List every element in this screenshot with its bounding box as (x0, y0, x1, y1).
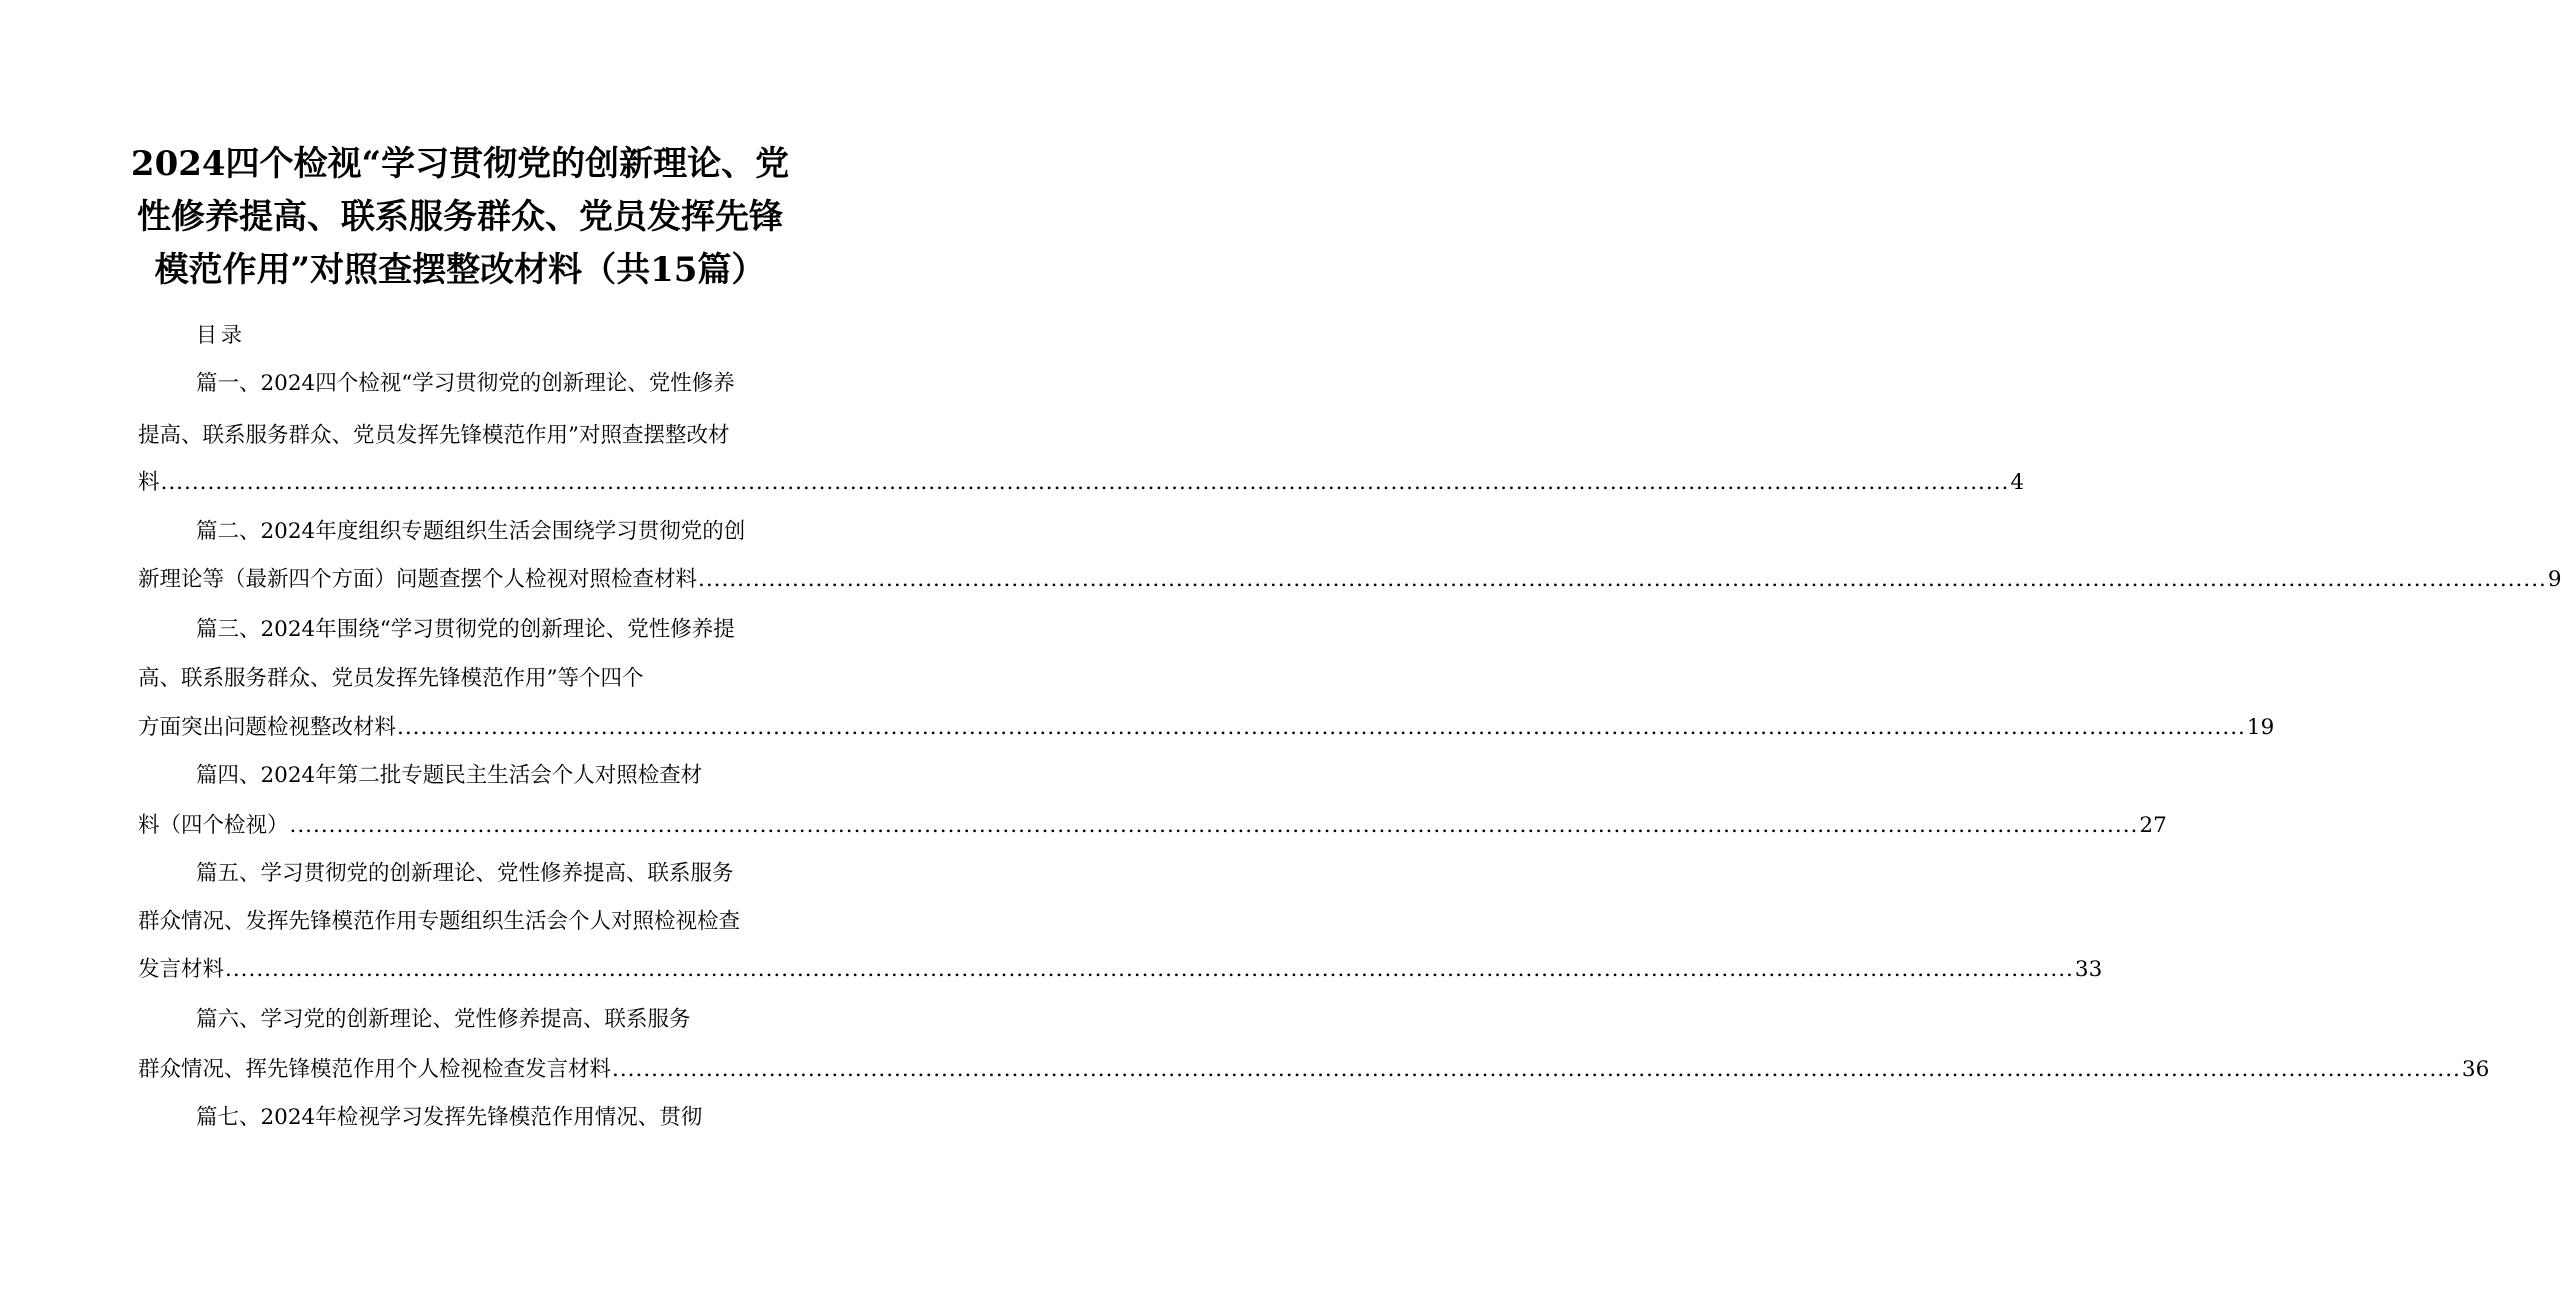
toc-entry-2-line-1[interactable]: 篇二、2024年度组织专题组织生活会围绕学习贯彻党的创 (196, 519, 746, 544)
toc-entry-4-last-line[interactable] (138, 802, 2167, 850)
toc-entry-text: 新理论等（最新四个方面）问题查摆个人检视对照检查材料 (138, 567, 698, 592)
toc-page-number: 19 (2246, 715, 2275, 740)
toc-entry-1-line-2[interactable]: 提高、联系服务群众、党员发挥先锋模范作用”对照查摆整改材 (138, 423, 730, 448)
toc-page-number: 33 (2074, 957, 2103, 982)
toc-entry-1-last-line[interactable] (138, 459, 2025, 507)
toc-page-number: 4 (2010, 470, 2025, 495)
toc-entry-2-last-line[interactable] (138, 556, 2562, 604)
toc-entry-5-line-1[interactable]: 篇五、学习贯彻党的创新理论、党性修养提高、联系服务 (196, 861, 734, 886)
dot-leader: ............................................................................................................................................................................................................................................ (698, 567, 2547, 592)
toc-entry-3-line-2[interactable]: 高、联系服务群众、党员发挥先锋模范作用”等个四个 (138, 666, 644, 691)
toc-entry-text: 料（四个检视） (138, 813, 289, 838)
toc-page-number: 9 (2547, 567, 2562, 592)
toc-entry-6-line-1[interactable]: 篇六、学习党的创新理论、党性修养提高、联系服务 (196, 1007, 691, 1032)
dot-leader: ............................................................................................................................................................................................................................................ (397, 715, 2246, 740)
toc-entry-text: 料 (138, 470, 160, 495)
dot-leader: ............................................................................................................................................................................................................................................ (225, 957, 2074, 982)
dot-leader: ............................................................................................................................................................................................................................................ (160, 470, 2010, 495)
toc-entry-6-last-line[interactable] (138, 1046, 2490, 1094)
toc-entry-text: 方面突出问题检视整改材料 (138, 715, 397, 740)
toc-entry-text: 发言材料 (138, 957, 225, 982)
toc-page-number: 27 (2139, 813, 2167, 838)
toc-entry-7-line-1[interactable]: 篇七、2024年检视学习发挥先锋模范作用情况、贯彻 (196, 1105, 703, 1130)
toc-heading: 目录 (196, 323, 246, 347)
toc-entry-3-last-line[interactable] (138, 704, 2275, 752)
toc-entry-4-line-1[interactable]: 篇四、2024年第二批专题民主生活会个人对照检查材 (196, 763, 703, 788)
toc-entry-3-line-1[interactable]: 篇三、2024年围绕“学习贯彻党的创新理论、党性修养提 (196, 617, 735, 642)
toc-page-number: 36 (2461, 1057, 2490, 1082)
document-title: 2024四个检视“学习贯彻党的创新理论、党性修养提高、联系服务群众、党员发挥先锋模范作用”对照查摆整改材料（共15篇） (130, 144, 790, 290)
toc-entry-5-line-2[interactable]: 群众情况、发挥先锋模范作用专题组织生活会个人对照检视检查 (138, 909, 741, 934)
toc-entry-1-line-1[interactable]: 篇一、2024四个检视“学习贯彻党的创新理论、党性修养 (196, 371, 735, 396)
toc-entry-text: 群众情况、挥先锋模范作用个人检视检查发言材料 (138, 1057, 612, 1082)
dot-leader: ............................................................................................................................................................................................................................................ (612, 1057, 2461, 1082)
toc-entry-5-last-line[interactable] (138, 946, 2103, 994)
dot-leader: ............................................................................................................................................................................................................................................ (289, 813, 2139, 838)
